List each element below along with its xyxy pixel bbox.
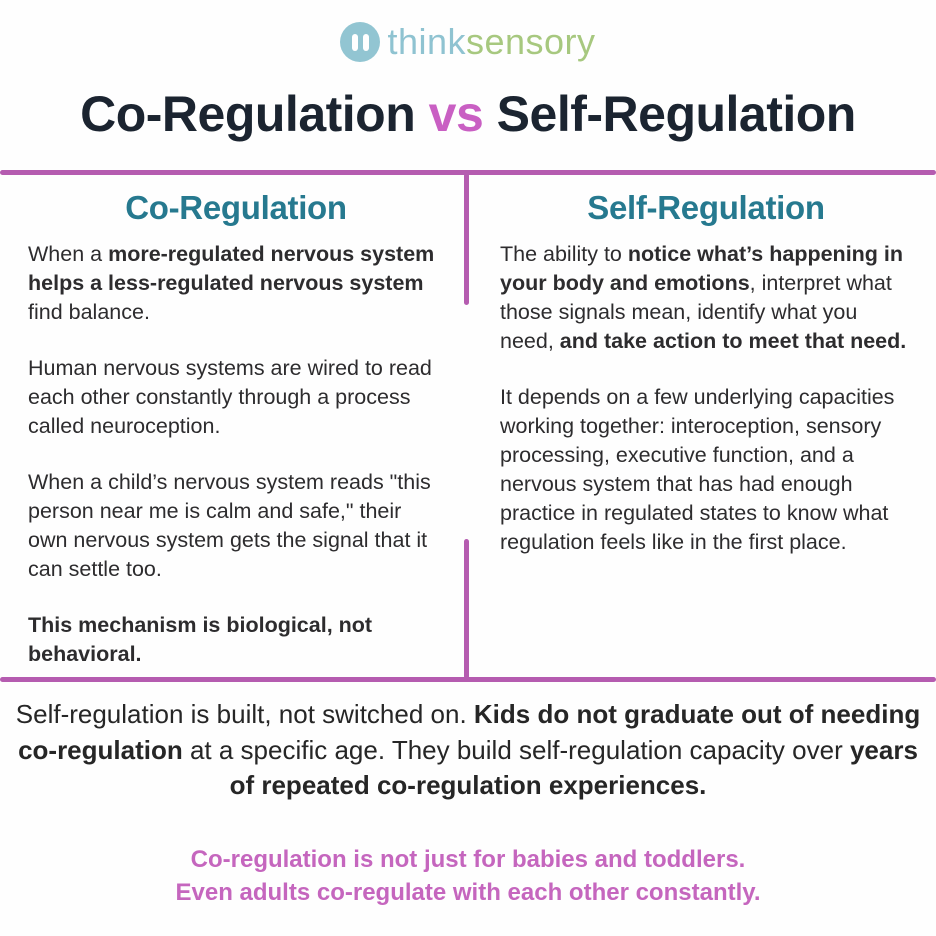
paragraph: Human nervous systems are wired to read each other constantly through a process called neuroception.	[28, 356, 432, 438]
self-regulation-heading: Self-Regulation	[587, 189, 825, 226]
brand-name-sensory: sensory	[465, 21, 596, 62]
bottom-divider-line	[0, 677, 936, 682]
self-regulation-body	[500, 240, 912, 557]
summary-paragraph: Self-regulation is built, not switched on. Kids do not graduate out of needing co-regulation at a specific age. They build self-regulation capacity over years of repeated co-regulation experiences.	[15, 699, 921, 800]
page-title-left: Co-Regulation	[80, 86, 416, 142]
paragraph: It depends on a few underlying capacities working together: interoception, sensory processing, executive function, and a nervous system that has had enough practice in regulated states to know what regulation feels like in the first place.	[500, 385, 895, 554]
co-regulation-heading: Co-Regulation	[125, 189, 347, 226]
brand-logo	[0, 0, 936, 66]
paragraph: This mechanism is biological, not behavioral.	[28, 613, 373, 666]
footer-note	[0, 843, 936, 909]
page-title	[0, 82, 936, 146]
brand-name-think: think	[387, 21, 466, 62]
paragraph: When a child’s nervous system reads "this person near me is calm and safe," their own nervous system gets the signal that it can settle too.	[28, 470, 431, 581]
self-regulation-column	[468, 175, 936, 677]
page-title-vs: vs	[415, 86, 497, 142]
page-title-right: Self-Regulation	[496, 86, 856, 142]
pause-icon	[340, 22, 380, 62]
comparison-section	[0, 170, 936, 682]
paragraph: The ability to notice what’s happening in your body and emotions, interpret what those signals mean, identify what you need, and take action to meet that need.	[500, 242, 907, 353]
paragraph: When a more-regulated nervous system helps a less-regulated nervous system find balance.	[28, 242, 435, 324]
footer-note-line-1: Co-regulation is not just for babies and toddlers.	[190, 845, 746, 873]
brand-name	[387, 21, 595, 63]
comparison-columns	[0, 175, 936, 677]
co-regulation-body	[28, 240, 444, 669]
co-regulation-column	[0, 175, 468, 677]
footer-note-line-2: Even adults co-regulate with each other constantly.	[175, 878, 761, 906]
